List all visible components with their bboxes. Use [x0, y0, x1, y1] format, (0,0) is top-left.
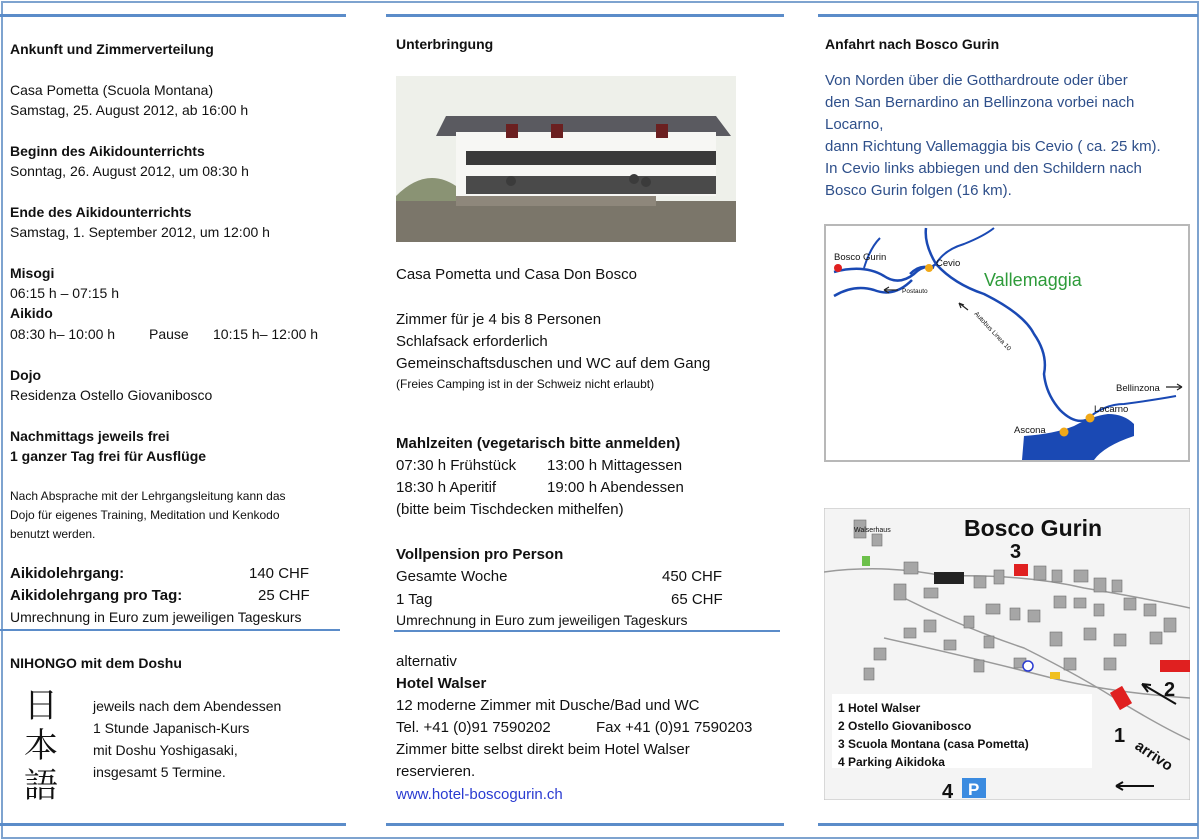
day-label: 1 Tag: [396, 591, 433, 608]
meal-lunch: 13:00 h Mittagessen: [547, 457, 683, 474]
ascona-marker: [1060, 428, 1069, 437]
misogi-heading: Misogi: [10, 265, 55, 281]
note-line3: benutzt werden.: [10, 527, 96, 541]
school-building: [934, 572, 964, 584]
info-icon: [1023, 661, 1033, 671]
arrival-heading: Ankunft und Zimmerverteilung: [10, 41, 214, 57]
map-label-bellinzona: Bellinzona: [1116, 383, 1160, 394]
nihongo-line4: insgesamt 5 Termine.: [93, 764, 226, 780]
aikido-heading: Aikido: [10, 305, 53, 321]
map-label-region: Vallemaggia: [984, 270, 1082, 290]
price-day-label: Aikidolehrgang pro Tag:: [10, 587, 183, 604]
board-price-note: Umrechnung in Euro zum jeweiligen Tageskurs: [396, 612, 688, 628]
meal-note: (bitte beim Tischdecken mithelfen): [396, 501, 624, 518]
meals-heading: Mahlzeiten (vegetarisch bitte anmelden): [396, 435, 681, 452]
overview-map: [824, 224, 1190, 462]
week-value: 450 CHF: [662, 568, 723, 585]
map-label-postauto: Postauto: [902, 288, 928, 295]
rooms-line2: Schlafsack erforderlich: [396, 333, 548, 350]
aikido-pause: Pause: [149, 326, 189, 342]
board-heading: Vollpension pro Person: [396, 546, 564, 563]
bottom-rule-col3: [818, 823, 1198, 826]
meal-breakfast: 07:30 h Frühstück: [396, 457, 517, 474]
dojo-name: Residenza Ostello Giovanibosco: [10, 387, 213, 403]
walserhaus-marker: [862, 556, 870, 566]
end-time: Samstag, 1. September 2012, um 12:00 h: [10, 224, 270, 240]
aikido-late: 10:15 h– 12:00 h: [213, 326, 319, 342]
hotel-tel: Tel. +41 (0)91 7590202: [396, 719, 551, 736]
hotel-rooms: 12 moderne Zimmer mit Dusche/Bad und WC: [396, 697, 700, 714]
free-line1: Nachmittags jeweils frei: [10, 428, 170, 444]
price-course-value: 140 CHF: [249, 565, 310, 582]
price-day-value: 25 CHF: [258, 587, 310, 604]
week-label: Gesamte Woche: [396, 568, 508, 585]
directions-heading: Anfahrt nach Bosco Gurin: [825, 36, 1000, 52]
directions-line5: In Cevio links abbiegen und den Schildern nach: [825, 160, 1142, 177]
legend-item-2: 2 Ostello Giovanibosco: [838, 719, 972, 733]
map-label-bosco: Bosco Gurin: [834, 252, 887, 263]
village-map-title: Bosco Gurin: [964, 515, 1103, 541]
hotel-note1: Zimmer bitte selbst direkt beim Hotel Walser: [396, 741, 690, 758]
legend-item-3: 3 Scuola Montana (casa Pometta): [838, 737, 1029, 751]
kanji-char: 日: [24, 686, 58, 726]
board-rule: [394, 630, 780, 632]
kanji-nihongo: [24, 686, 64, 806]
misogi-time: 06:15 h – 07:15 h: [10, 285, 119, 301]
price-course-label: Aikidolehrgang:: [10, 565, 125, 582]
kanji-char: 本: [24, 726, 58, 766]
houses-line: Casa Pometta und Casa Don Bosco: [396, 266, 637, 283]
map-label-cevio: Cevio: [936, 258, 961, 269]
top-rule-col2: [386, 14, 784, 17]
start-time: Sonntag, 26. August 2012, um 08:30 h: [10, 163, 249, 179]
top-rule-col1: [0, 14, 346, 17]
free-line2: 1 ganzer Tag frei für Ausflüge: [10, 448, 207, 464]
nihongo-heading: NIHONGO mit dem Doshu: [10, 655, 182, 671]
village-num-3: 3: [1010, 541, 1022, 563]
directions-line4: dann Richtung Vallemaggia bis Cevio ( ca. 25 km).: [825, 138, 1161, 155]
alt-label: alternativ: [396, 653, 457, 670]
dojo-heading: Dojo: [10, 367, 42, 383]
aikido-morning: 08:30 h– 10:00 h: [10, 326, 116, 342]
bosco-gurin-marker: [834, 264, 842, 272]
marker-3-building: [1014, 564, 1028, 576]
marker-2-building: [1160, 660, 1190, 672]
hotel-fax: Fax +41 (0)91 7590203: [596, 719, 753, 736]
price-rule: [0, 629, 340, 631]
directions-line3: Locarno,: [825, 116, 884, 133]
house-illustration: [396, 76, 736, 242]
nihongo-line1: jeweils nach dem Abendessen: [93, 698, 282, 714]
top-rule-col3: [818, 14, 1198, 17]
meal-aperitif: 18:30 h Aperitif: [396, 479, 497, 496]
hotel-website-link[interactable]: www.hotel-boscogurin.ch: [396, 786, 563, 803]
village-map: [824, 508, 1190, 800]
accommodation-heading: Unterbringung: [396, 36, 494, 52]
legend-item-4: 4 Parking Aikidoka: [838, 755, 945, 769]
parking-label: P: [968, 780, 980, 799]
directions-line2: den San Bernardino an Bellinzona vorbei nach: [825, 94, 1135, 111]
nihongo-line3: mit Doshu Yoshigasaki,: [93, 742, 238, 758]
start-heading: Beginn des Aikidounterrichts: [10, 143, 205, 159]
arrivo-label: arrivo: [1131, 737, 1176, 775]
meal-dinner: 19:00 h Abendessen: [547, 479, 684, 496]
arrival-time: Samstag, 25. August 2012, ab 16:00 h: [10, 102, 249, 118]
village-num-1: 1: [1114, 725, 1126, 747]
bottom-rule-col1: [0, 823, 346, 826]
bus-stop-icon: [1050, 672, 1060, 679]
map-label-bus: Autobus Linea 10: [972, 310, 1013, 353]
hotel-note2: reservieren.: [396, 763, 476, 780]
rooms-line1: Zimmer für je 4 bis 8 Personen: [396, 311, 602, 328]
rooms-note: (Freies Camping ist in der Schweiz nicht erlaubt): [396, 377, 655, 391]
bottom-rule-col2: [386, 823, 784, 826]
note-line1: Nach Absprache mit der Lehrgangsleitung kann das: [10, 489, 286, 503]
note-line2: Dojo für eigenes Training, Meditation und Kenkodo: [10, 508, 280, 522]
directions-line1: Von Norden über die Gotthardroute oder über: [825, 72, 1128, 89]
legend-item-1: 1 Hotel Walser: [838, 701, 921, 715]
arrival-place: Casa Pometta (Scuola Montana): [10, 82, 214, 98]
price-note: Umrechnung in Euro zum jeweiligen Tageskurs: [10, 609, 302, 625]
kanji-char: 語: [24, 766, 58, 806]
house-photo: [396, 76, 736, 242]
map-label-ascona: Ascona: [1014, 425, 1046, 436]
hotel-name: Hotel Walser: [396, 675, 487, 692]
rooms-line3: Gemeinschaftsduschen und WC auf dem Gang: [396, 355, 711, 372]
village-num-2: 2: [1164, 679, 1176, 701]
walserhaus-label: Walserhaus: [854, 527, 891, 534]
directions-line6: Bosco Gurin folgen (16 km).: [825, 182, 1012, 199]
cevio-marker: [925, 264, 933, 272]
map-label-locarno: Locarno: [1094, 404, 1129, 415]
village-num-4: 4: [942, 781, 954, 800]
nihongo-line2: 1 Stunde Japanisch-Kurs: [93, 720, 250, 736]
end-heading: Ende des Aikidounterrichts: [10, 204, 192, 220]
day-value: 65 CHF: [671, 591, 723, 608]
